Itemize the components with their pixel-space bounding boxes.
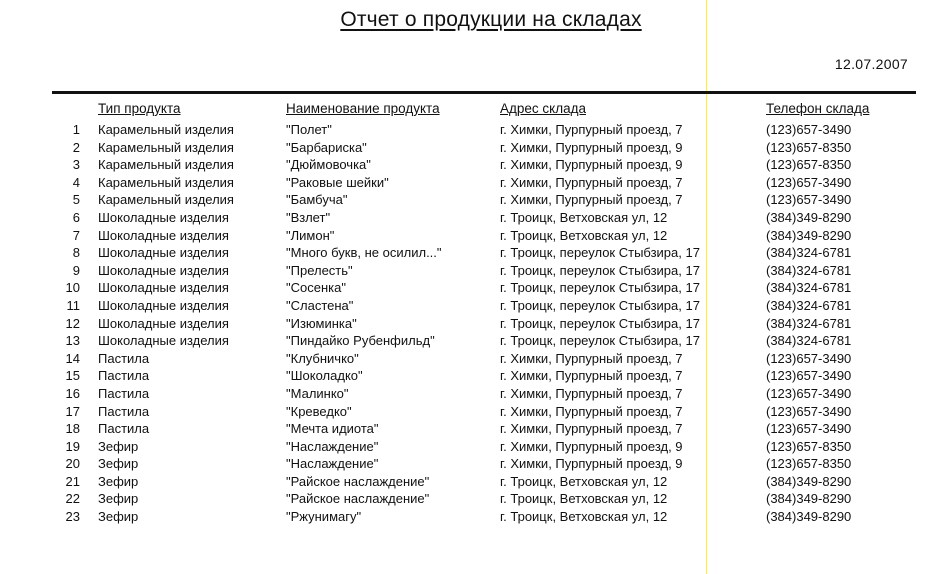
product-name-cell: "Пиндайко Рубенфильд" <box>286 333 435 349</box>
product-type-cell: Карамельный изделия <box>98 122 234 137</box>
report-date: 12.07.2007 <box>834 56 908 72</box>
product-name-cell: "Райское наслаждение" <box>286 491 430 507</box>
warehouse-address-cell: г. Химки, Пурпурный проезд, 7 <box>500 174 683 190</box>
warehouse-address-cell: г. Троицк, переулок Стыбзира, 17 <box>500 315 700 331</box>
row-number: 9 <box>72 262 80 278</box>
warehouse-address-cell: г. Химки, Пурпурный проезд, 7 <box>500 421 683 437</box>
row-number: 13 <box>65 333 80 349</box>
warehouse-address-cell: г. Троицк, Ветховская ул, 12 <box>500 509 668 525</box>
warehouse-address-cell: г. Троицк, переулок Стыбзира, 17 <box>500 280 700 296</box>
product-type-cell: Пастила <box>98 421 150 437</box>
warehouse-phone-cell: (384)349-8290 <box>766 209 852 225</box>
product-name-cell: "Дюймовочка" <box>286 157 371 173</box>
product-name-cell: "Наслаждение" <box>286 456 379 472</box>
product-type-cell: Пастила <box>98 403 150 419</box>
warehouse-address-cell: г. Химки, Пурпурный проезд, 9 <box>500 438 683 454</box>
product-name-cell: "Креведко" <box>286 403 352 419</box>
table-row <box>0 262 939 280</box>
table-row <box>0 490 939 508</box>
product-name-cell: "Сосенка" <box>286 280 346 296</box>
warehouse-address-cell: г. Химки, Пурпурный проезд, 7 <box>500 122 683 137</box>
warehouse-address-cell: г. Химки, Пурпурный проезд, 9 <box>500 157 683 173</box>
warehouse-address-cell: г. Троицк, переулок Стыбзира, 17 <box>500 262 700 278</box>
warehouse-phone-cell: (123)657-3490 <box>766 174 852 190</box>
product-type-cell: Зефир <box>98 473 139 489</box>
warehouse-address-cell: г. Троицк, Ветховская ул, 12 <box>500 473 668 489</box>
product-name-cell: "Полет" <box>286 122 332 137</box>
row-number: 18 <box>65 421 80 437</box>
warehouse-phone-cell: (384)324-6781 <box>766 262 852 278</box>
table-header-row <box>0 99 939 121</box>
warehouse-phone-cell: (384)324-6781 <box>766 333 852 349</box>
table-row <box>0 156 939 174</box>
column-header-type: Тип продукта <box>98 101 181 116</box>
table-row <box>0 139 939 157</box>
warehouse-phone-cell: (123)657-3490 <box>766 421 852 437</box>
product-name-cell: "Барбариска" <box>286 139 367 155</box>
warehouse-phone-cell: (123)657-8350 <box>766 456 852 472</box>
header-rule <box>52 91 916 94</box>
report-title: Отчет о продукции на складах <box>340 8 642 31</box>
product-name-cell: "Ржунимагу" <box>286 509 362 525</box>
row-number: 14 <box>65 350 80 366</box>
warehouse-address-cell: г. Химки, Пурпурный проезд, 7 <box>500 192 683 208</box>
table-row <box>0 403 939 421</box>
row-number: 10 <box>65 280 80 296</box>
warehouse-address-cell: г. Химки, Пурпурный проезд, 7 <box>500 403 683 419</box>
table-row <box>0 209 939 227</box>
product-type-cell: Шоколадные изделия <box>98 297 229 313</box>
product-name-cell: "Лимон" <box>286 227 335 243</box>
product-type-cell: Зефир <box>98 438 139 454</box>
warehouse-phone-cell: (384)324-6781 <box>766 315 852 331</box>
column-header-address: Адрес склада <box>500 101 586 116</box>
product-name-cell: "Много букв, не осилил..." <box>286 245 442 261</box>
product-type-cell: Пастила <box>98 368 150 384</box>
warehouse-phone-cell: (384)349-8290 <box>766 473 852 489</box>
row-number: 5 <box>72 192 80 208</box>
product-name-cell: "Прелесть" <box>286 262 353 278</box>
warehouse-address-cell: г. Химки, Пурпурный проезд, 9 <box>500 139 683 155</box>
product-type-cell: Карамельный изделия <box>98 174 234 190</box>
warehouse-phone-cell: (123)657-3490 <box>766 368 852 384</box>
product-name-cell: "Мечта идиота" <box>286 421 379 437</box>
table-row <box>0 332 939 350</box>
product-type-cell: Шоколадные изделия <box>98 245 229 261</box>
product-name-cell: "Изюминка" <box>286 315 357 331</box>
product-type-cell: Карамельный изделия <box>98 157 234 173</box>
warehouse-phone-cell: (123)657-3490 <box>766 192 852 208</box>
product-type-cell: Шоколадные изделия <box>98 209 229 225</box>
table-row <box>0 279 939 297</box>
row-number: 12 <box>65 315 80 331</box>
table-row <box>0 191 939 209</box>
warehouse-phone-cell: (384)349-8290 <box>766 491 852 507</box>
product-type-cell: Шоколадные изделия <box>98 315 229 331</box>
product-name-cell: "Шоколадко" <box>286 368 363 384</box>
product-table <box>0 99 939 526</box>
warehouse-phone-cell: (123)657-3490 <box>766 385 852 401</box>
warehouse-phone-cell: (123)657-8350 <box>766 139 852 155</box>
row-number: 15 <box>65 368 80 384</box>
warehouse-address-cell: г. Химки, Пурпурный проезд, 7 <box>500 385 683 401</box>
row-number: 22 <box>65 491 80 507</box>
product-name-cell: "Наслаждение" <box>286 438 379 454</box>
warehouse-phone-cell: (123)657-3490 <box>766 350 852 366</box>
row-number: 7 <box>72 227 80 243</box>
column-header-phone: Телефон склада <box>766 101 870 116</box>
row-number: 16 <box>65 385 80 401</box>
warehouse-address-cell: г. Троицк, переулок Стыбзира, 17 <box>500 297 700 313</box>
product-type-cell: Шоколадные изделия <box>98 333 229 349</box>
product-name-cell: "Клубничко" <box>286 350 359 366</box>
product-type-cell: Карамельный изделия <box>98 192 234 208</box>
table-body <box>0 121 939 526</box>
warehouse-phone-cell: (384)349-8290 <box>766 227 852 243</box>
warehouse-address-cell: г. Троицк, Ветховская ул, 12 <box>500 491 668 507</box>
table-row <box>0 227 939 245</box>
product-type-cell: Шоколадные изделия <box>98 227 229 243</box>
column-header-name: Наименование продукта <box>286 101 440 116</box>
row-number: 1 <box>72 122 80 137</box>
table-row <box>0 367 939 385</box>
product-type-cell: Шоколадные изделия <box>98 262 229 278</box>
product-name-cell: "Бамбуча" <box>286 192 348 208</box>
row-number: 2 <box>72 139 80 155</box>
row-number: 17 <box>65 403 80 419</box>
warehouse-address-cell: г. Троицк, переулок Стыбзира, 17 <box>500 245 700 261</box>
warehouse-phone-cell: (384)324-6781 <box>766 280 852 296</box>
row-number: 3 <box>72 157 80 173</box>
product-name-cell: "Сластена" <box>286 297 354 313</box>
product-type-cell: Зефир <box>98 509 139 525</box>
row-number: 20 <box>65 456 80 472</box>
table-row <box>0 438 939 456</box>
product-name-cell: "Райское наслаждение" <box>286 473 430 489</box>
table-row <box>0 297 939 315</box>
product-type-cell: Пастила <box>98 350 150 366</box>
product-name-cell: "Взлет" <box>286 209 331 225</box>
row-number: 4 <box>72 174 80 190</box>
table-row <box>0 174 939 192</box>
table-row <box>0 315 939 333</box>
product-type-cell: Зефир <box>98 491 139 507</box>
table-row <box>0 244 939 262</box>
warehouse-phone-cell: (384)324-6781 <box>766 297 852 313</box>
product-type-cell: Зефир <box>98 456 139 472</box>
row-number: 23 <box>65 509 80 525</box>
table-row <box>0 350 939 368</box>
warehouse-address-cell: г. Химки, Пурпурный проезд, 7 <box>500 350 683 366</box>
warehouse-phone-cell: (123)657-3490 <box>766 403 852 419</box>
warehouse-address-cell: г. Троицк, переулок Стыбзира, 17 <box>500 333 700 349</box>
row-number: 6 <box>72 209 80 225</box>
warehouse-phone-cell: (123)657-3490 <box>766 122 852 137</box>
warehouse-address-cell: г. Троицк, Ветховская ул, 12 <box>500 209 668 225</box>
row-number: 11 <box>66 297 80 313</box>
table-row <box>0 508 939 526</box>
warehouse-address-cell: г. Химки, Пурпурный проезд, 7 <box>500 368 683 384</box>
table-row <box>0 473 939 491</box>
warehouse-address-cell: г. Химки, Пурпурный проезд, 9 <box>500 456 683 472</box>
table-row <box>0 121 939 139</box>
warehouse-phone-cell: (384)349-8290 <box>766 509 852 525</box>
table-row <box>0 455 939 473</box>
product-name-cell: "Раковые шейки" <box>286 174 389 190</box>
table-row <box>0 385 939 403</box>
table-row <box>0 420 939 438</box>
row-number: 8 <box>72 245 80 261</box>
warehouse-phone-cell: (384)324-6781 <box>766 245 852 261</box>
row-number: 21 <box>65 473 80 489</box>
warehouse-address-cell: г. Троицк, Ветховская ул, 12 <box>500 227 668 243</box>
product-type-cell: Карамельный изделия <box>98 139 234 155</box>
product-type-cell: Пастила <box>98 385 150 401</box>
warehouse-phone-cell: (123)657-8350 <box>766 157 852 173</box>
product-type-cell: Шоколадные изделия <box>98 280 229 296</box>
product-name-cell: "Малинко" <box>286 385 349 401</box>
warehouse-phone-cell: (123)657-8350 <box>766 438 852 454</box>
row-number: 19 <box>65 438 80 454</box>
